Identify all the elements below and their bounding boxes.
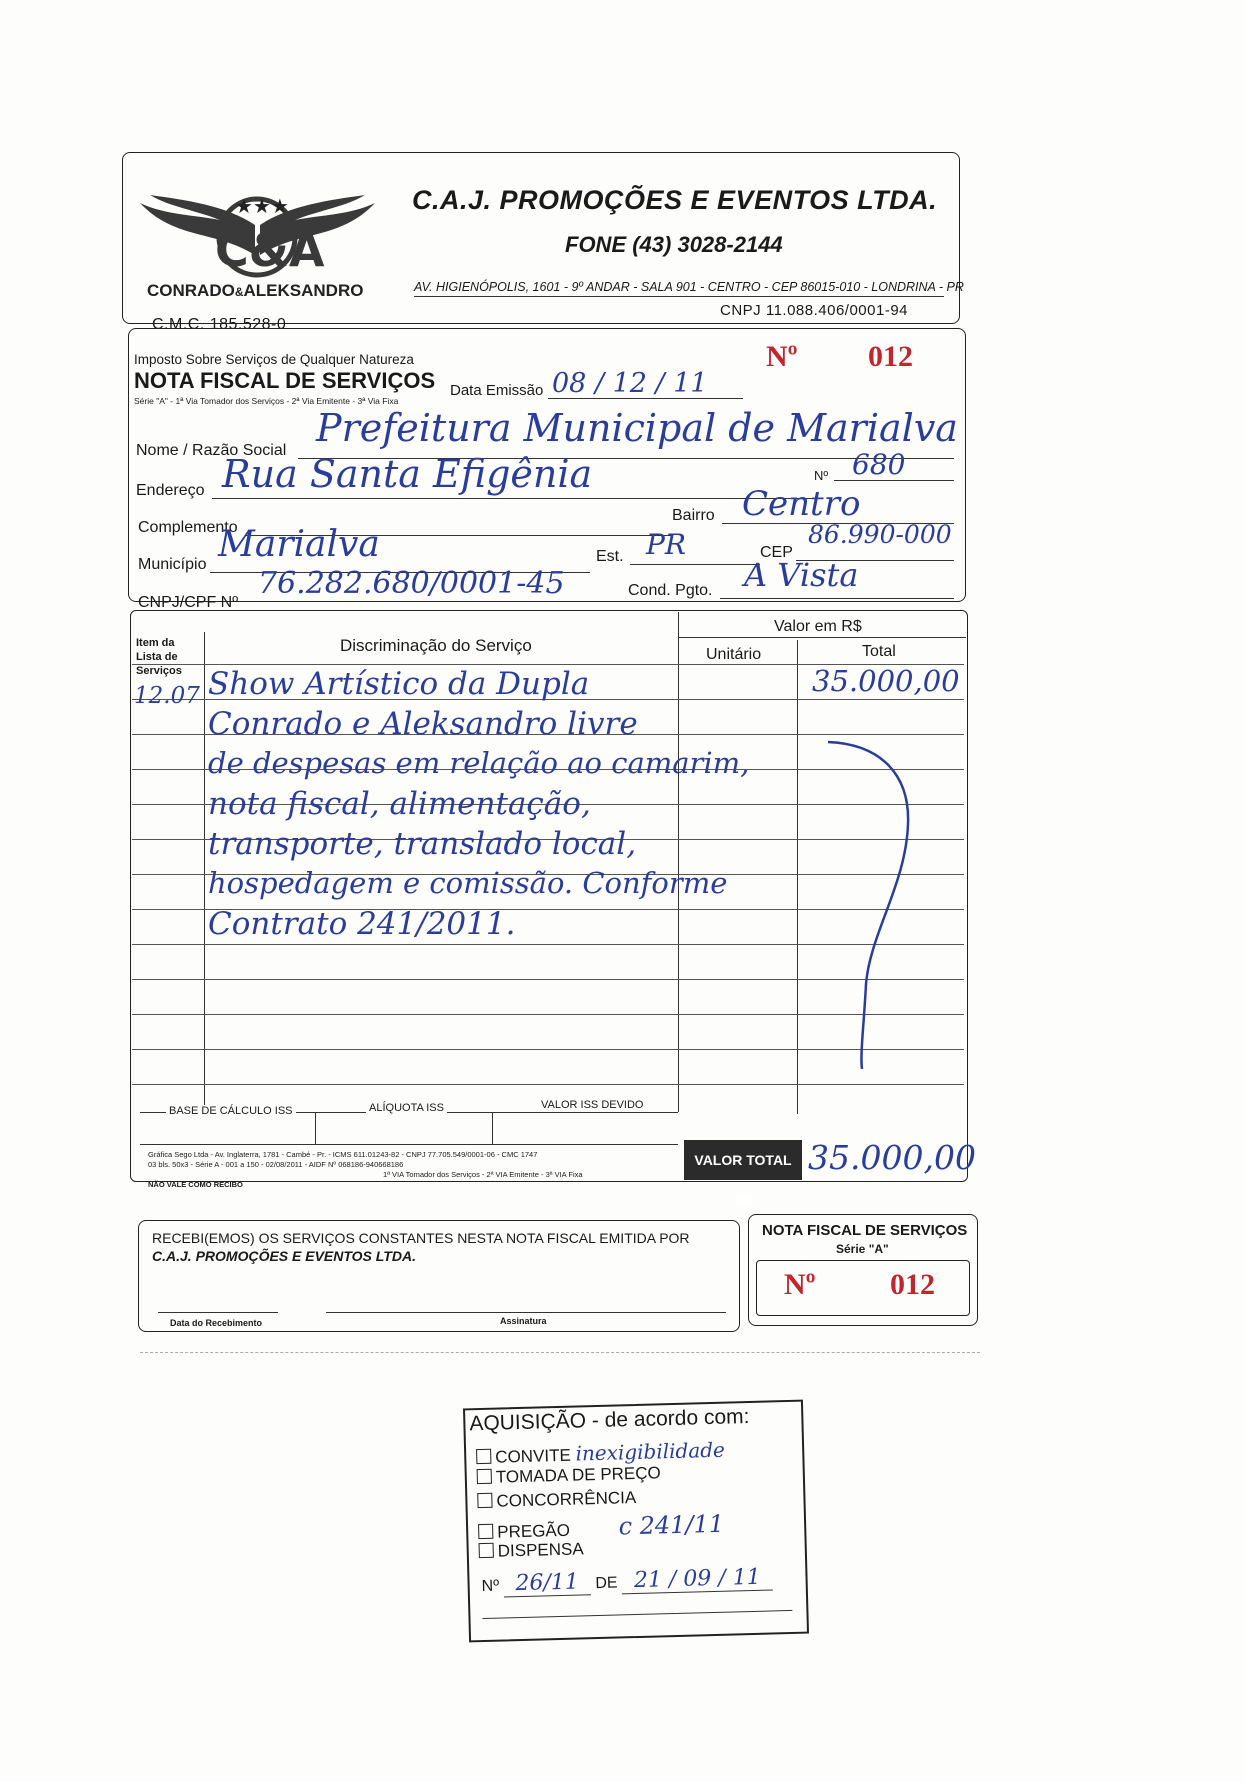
stamp-option-tomada: TOMADA DE PREÇO bbox=[477, 1463, 661, 1488]
serie-note: Série "A" - 1ª Via Tomador dos Serviços - 2ª Via Emitente - 3ª Via Fixa bbox=[134, 396, 399, 406]
value-header-divider bbox=[678, 637, 966, 638]
municipio-value: Marialva bbox=[218, 524, 380, 565]
receipt-nf-title: NOTA FISCAL DE SERVIÇOS bbox=[762, 1222, 968, 1239]
printer-top-line bbox=[140, 1144, 678, 1145]
stamp-title: AQUISIÇÃO - de acordo com: bbox=[469, 1404, 750, 1436]
stamp-bottom-line bbox=[482, 1610, 792, 1619]
tax-caption: Imposto Sobre Serviços de Qualquer Natureza bbox=[134, 352, 414, 367]
signature-line bbox=[326, 1312, 726, 1313]
logo-caption bbox=[147, 281, 363, 301]
invoice-number: 012 bbox=[868, 340, 913, 373]
address-line bbox=[212, 498, 812, 499]
bairro-label: Bairro bbox=[672, 507, 715, 524]
logo-caption-second: ALEKSANDRO bbox=[243, 281, 364, 300]
acquisition-stamp bbox=[463, 1400, 809, 1643]
stamp-option-pregao: PREGÃO c 241/11 bbox=[478, 1510, 725, 1544]
line-total: 35.000,00 bbox=[812, 664, 960, 698]
receipt-nf-serie: Série "A" bbox=[836, 1242, 889, 1256]
description-line: hospedagem e comissão. Conforme bbox=[208, 866, 728, 900]
cep-label: CEP bbox=[760, 544, 793, 561]
name-label: Nome / Razão Social bbox=[136, 442, 287, 459]
stamp-option-convite: CONVITE inexigibilidade bbox=[476, 1438, 725, 1469]
company-address: AV. HIGIENÓPOLIS, 1601 - 9º ANDAR - SALA 901 - CENTRO - CEP 86015-010 - LONDRINA - PR bbox=[414, 280, 964, 294]
printer-info bbox=[148, 1150, 583, 1190]
bairro-value: Centro bbox=[742, 484, 861, 524]
checkbox-icon bbox=[478, 1524, 493, 1539]
description-line: Show Artístico da Dupla bbox=[208, 666, 590, 702]
col-divider-item bbox=[204, 632, 205, 1112]
description-line: de despesas em relação ao camarim, bbox=[208, 746, 750, 780]
stamp-number-value: 26/11 bbox=[503, 1569, 591, 1597]
address-value: Rua Santa Efigênia bbox=[222, 452, 593, 496]
stamp-number-row: Nº 26/11 DE 21 / 09 / 11 bbox=[481, 1564, 773, 1597]
payment-value: A Vista bbox=[744, 556, 859, 594]
date-value: 08 / 12 / 11 bbox=[552, 368, 708, 399]
printer-info-line: Gráfica Sego Ltda - Av. Inglaterra, 1781 - Cambé - Pr. - ICMS 611.01243-82 - CNPJ 77.705.549/0001-06 - CMC 1747 bbox=[148, 1150, 538, 1159]
municipio-label: Município bbox=[138, 556, 207, 573]
col-value-header: Valor em R$ bbox=[774, 618, 862, 635]
checkbox-icon bbox=[477, 1493, 492, 1508]
receipt-number: 012 bbox=[890, 1268, 935, 1301]
col-unit-header: Unitário bbox=[706, 646, 762, 663]
checkbox-icon bbox=[476, 1449, 491, 1464]
cep-value: 86.990-000 bbox=[808, 520, 952, 549]
service-description bbox=[208, 666, 750, 946]
stamp-option-dispensa: DISPENSA bbox=[478, 1539, 583, 1562]
checkbox-icon bbox=[477, 1469, 492, 1484]
company-cmc: C.M.C. 185.528-0 bbox=[152, 316, 287, 333]
convite-handwritten: inexigibilidade bbox=[575, 1437, 726, 1466]
number-label: Nº bbox=[814, 468, 829, 483]
stamp-date-value: 21 / 09 / 11 bbox=[622, 1564, 773, 1594]
logo-caption-amp: & bbox=[234, 285, 244, 299]
payment-label: Cond. Pgto. bbox=[628, 582, 713, 599]
printer-info-line: 03 bls. 50x3 - Série A - 001 a 150 - 02/08/2011 - AIDF Nº 068186-940668186 bbox=[148, 1160, 404, 1169]
description-line: transporte, translado local, bbox=[208, 826, 637, 862]
receipt-cut-line bbox=[140, 1352, 980, 1353]
state-line bbox=[630, 564, 760, 565]
col-item-header: Item da Lista de Serviços bbox=[136, 637, 182, 677]
valor-total-label: VALOR TOTAL R$ bbox=[684, 1140, 802, 1180]
pregao-handwritten: c 241/11 bbox=[618, 1509, 725, 1541]
payment-line bbox=[720, 598, 954, 599]
logo-monogram: C&A bbox=[215, 223, 325, 277]
iss-base-label: BASE DE CÁLCULO ISS bbox=[166, 1105, 296, 1117]
name-value: Prefeitura Municipal de Marialva bbox=[316, 406, 958, 450]
iss-divider-2 bbox=[492, 1112, 493, 1144]
state-label: Est. bbox=[596, 548, 624, 565]
complement-label: Complemento bbox=[138, 519, 238, 536]
receipt-text-line2: C.A.J. PROMOÇÕES E EVENTOS LTDA. bbox=[152, 1248, 416, 1264]
not-valid-receipt: NÃO VALE COMO RECIBO bbox=[148, 1180, 243, 1189]
checkbox-icon bbox=[479, 1543, 494, 1558]
company-logo bbox=[135, 185, 380, 305]
company-phone: FONE (43) 3028-2144 bbox=[565, 232, 783, 257]
receipt-number-symbol: Nº bbox=[784, 1268, 816, 1301]
iss-divider-1 bbox=[315, 1112, 316, 1144]
table-rule bbox=[132, 1084, 964, 1085]
invoice-number-symbol: Nº bbox=[766, 340, 798, 373]
col-divider-unit bbox=[797, 640, 798, 1114]
receipt-text-line1: RECEBI(EMOS) OS SERVIÇOS CONSTANTES NESTA NOTA FISCAL EMITIDA POR bbox=[152, 1230, 690, 1246]
iss-rate-label: ALÍQUOTA ISS bbox=[366, 1102, 447, 1114]
printer-info-line: 1ª VIA Tomador dos Serviços - 2ª VIA Emitente - 3ª VIA Fixa bbox=[383, 1170, 583, 1179]
address-label: Endereço bbox=[136, 482, 205, 499]
invoice-title: NOTA FISCAL DE SERVIÇOS bbox=[134, 368, 436, 393]
svg-text:★★★: ★★★ bbox=[235, 194, 289, 218]
description-line: Conrado e Aleksandro livre bbox=[208, 706, 638, 742]
signature-label: Assinatura bbox=[500, 1316, 547, 1326]
receipt-date-label: Data do Recebimento bbox=[170, 1318, 263, 1328]
state-value: PR bbox=[646, 528, 686, 561]
iss-due-label: VALOR ISS DEVIDO bbox=[538, 1099, 647, 1111]
description-line: nota fiscal, alimentação, bbox=[208, 786, 591, 822]
receipt-date-line bbox=[158, 1312, 278, 1313]
stamp-option-concorrencia: CONCORRÊNCIA bbox=[477, 1488, 636, 1512]
number-value: 680 bbox=[852, 448, 906, 481]
company-name: C.A.J. PROMOÇÕES E EVENTOS LTDA. bbox=[412, 185, 938, 215]
description-line: Contrato 241/2011. bbox=[208, 906, 516, 942]
cnpj-value: 76.282.680/0001-45 bbox=[258, 566, 565, 601]
cnpj-label: CNPJ/CPF Nº bbox=[138, 594, 239, 611]
valor-total-value: 35.000,00 bbox=[808, 1138, 976, 1177]
handwritten-brace-mark bbox=[820, 734, 930, 1074]
company-cnpj: CNPJ 11.088.406/0001-94 bbox=[720, 302, 909, 319]
date-label: Data Emissão bbox=[450, 382, 544, 399]
col-desc-header: Discriminação do Serviço bbox=[340, 636, 532, 655]
logo-caption-first: CONRADO bbox=[147, 281, 235, 300]
item-code: 12.07 bbox=[134, 683, 200, 709]
address-underline bbox=[414, 296, 944, 297]
col-total-header: Total bbox=[862, 643, 896, 660]
